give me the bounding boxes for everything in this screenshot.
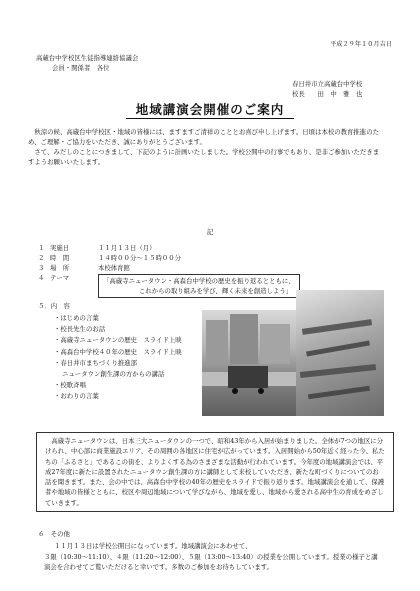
list-item: ・はじめの言葉 [54, 314, 99, 322]
sender-principal: 校長 田 中 雅 也 [292, 89, 363, 98]
theme-box [98, 274, 300, 299]
detail-row-place [38, 264, 388, 274]
detail-num: ３ [38, 263, 45, 272]
list-item: ニュータウン創生課の方からの講話 [62, 370, 165, 379]
newtown-aerial-photo [296, 290, 384, 416]
contents-list [54, 313, 182, 403]
list-item: ・高蔵寺ニュータウンの歴史 スライド上映 [54, 336, 182, 345]
list-item: ・校歌斉唱 [54, 381, 86, 390]
detail-row-time [38, 254, 388, 264]
detail-label: 実施日 [50, 244, 70, 252]
detail-value: １１月１３日（月） [98, 244, 156, 252]
page-title: 地域講演会開催のご案内 [135, 102, 285, 117]
newtown-construction-photo [202, 310, 296, 416]
list-item: ・春日井市まちづくり推進部 [54, 358, 138, 367]
list-item: ・校長先生のお話 [54, 325, 106, 334]
intro-text [28, 128, 384, 168]
detail-label: 場 所 [50, 263, 70, 272]
detail-value: 本校体育館 [98, 263, 130, 272]
detail-value: １４時００分～１５時００分 [98, 253, 182, 262]
theme-line-1: 「高蔵寺ニュータウン・高森台中学校の歴史を振り返るとともに、 [103, 276, 295, 285]
detail-num: １ [38, 244, 45, 252]
detail-label: 時 間 [50, 253, 70, 262]
other-line-2: ３限（10:30～11:10）、４限（11:20～12:00）、５限（13:00～13:40）の授業を公開しています。授業の様子と講演会を合わせてご覧いただけると幸いです。多数のご参加をお待ちしています。 [44, 552, 378, 572]
document-date: 平成２９年１０月吉日 [330, 41, 392, 48]
sender-block [292, 80, 362, 100]
other-line-1: １１月１３日は学校公開日になっています。地域講演会にあわせて、 [54, 542, 252, 550]
detail-row-date [38, 244, 388, 254]
title-underline [126, 118, 294, 119]
contents-heading: ５．内 容 [38, 302, 70, 310]
recipient-org: 高蔵台中学校区生徒指導連絡協議会 [36, 54, 139, 62]
intro-paragraph-2: さて、みだしのことにつきまして、下記のように計画いたしました。学校公開中の行事でもあり、是非ご参加いただきますようお願いいたします。 [28, 147, 380, 166]
detail-label: テーマ [50, 273, 70, 282]
list-item: ・高森台中学校４０年の歴史 スライド上映 [54, 347, 182, 356]
list-item: ・おわりの言葉 [54, 392, 99, 401]
detail-num: ４ [38, 273, 45, 282]
theme-line-2: これからの取り組みを学び、輝く未来を創造しよう」 [139, 287, 293, 296]
ki-heading: 記 [206, 228, 214, 236]
recipient-block [36, 54, 138, 74]
intro-paragraph-1: 秋涼の候、高蔵台中学校区・地域の皆様には、ますますご清祥のこととお喜び申し上げます。日頃は本校の教育推進のため、ご理解・ご協力をいただき、誠にありがとうございます。 [28, 128, 379, 146]
other-text [44, 541, 384, 573]
newtown-info-box: 高蔵寺ニュータウンは、日本三大ニュータウンの一つで、昭和43年から入居が始まりました。全体が7つの地区に分けられ、中心部に商業施設エリア、その周囲の各地区に住宅が広がっています。入居開始から50年近く経った今、私たちの「ふるさと」であるこの街を、よりよくする為のさまざまな活動が行われています。今年度の地域講演会では、平成27年度に新たに設置されたニュータウン創生課の方に講師として来校していただき、新たな町づくりについてのお話を聞きます。また、会の中では、高森台中学校の40年の歴史をスライドで振り返ります。地域講演会を通して、保護者や地域の皆様とともに、校区や周辺地域について学びながら、地域を愛し、地域から愛される高中生の育成をめざしていきます。 [36, 432, 394, 512]
sender-school: 春日井市立高蔵台中学校 [292, 80, 363, 88]
recipient-members: 会員・関係者 各位 [52, 63, 110, 72]
other-heading: ６ その他 [38, 530, 70, 538]
detail-num: ２ [38, 253, 45, 262]
